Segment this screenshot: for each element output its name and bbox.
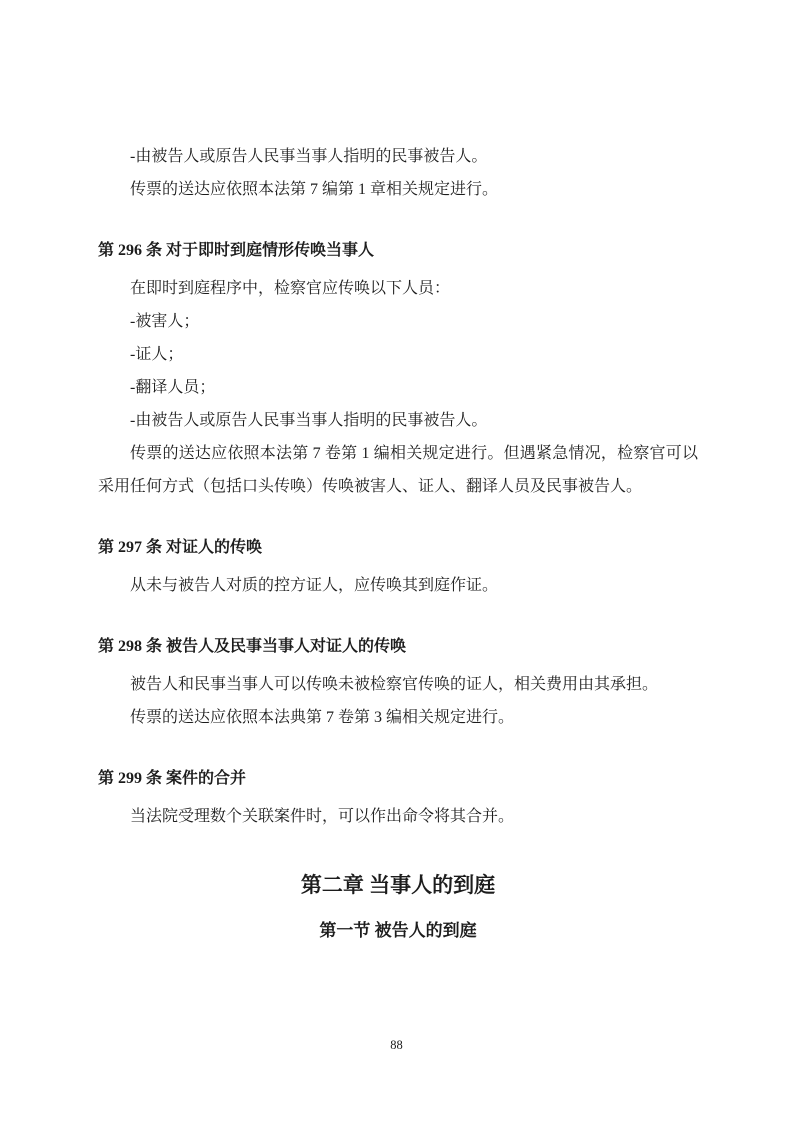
article-296-heading: 第 296 条 对于即时到庭情形传唤当事人 bbox=[98, 242, 375, 259]
article-299-heading: 第 299 条 案件的合并 bbox=[98, 770, 247, 787]
article-298-heading: 第 298 条 被告人及民事当事人对证人的传唤 bbox=[98, 638, 407, 655]
chapter-2-heading: 第二章 当事人的到庭 bbox=[300, 873, 496, 897]
paragraph-summons-urgency: 传票的送达应依照本法第 7 卷第 1 编相关规定进行。但遇紧急情况，检察官可以采用任何方式（包括口头传唤）传唤被害人、证人、翻译人员及民事被告人。 bbox=[98, 445, 698, 495]
paragraph-case-joinder: 当法院受理数个关联案件时，可以作出命令将其合并。 bbox=[130, 808, 515, 825]
paragraph-witness-summons: 从未与被告人对质的控方证人，应传唤其到庭作证。 bbox=[130, 577, 499, 594]
paragraph-defendant-summons-cost: 被告人和民事当事人可以传唤未被检察官传唤的证人，相关费用由其承担。 bbox=[130, 676, 659, 693]
document-content bbox=[98, 140, 698, 949]
list-item-victim: -被害人； bbox=[130, 313, 200, 330]
section-1-heading: 第一节 被告人的到庭 bbox=[319, 921, 477, 940]
article-297-heading: 第 297 条 对证人的传唤 bbox=[98, 539, 263, 556]
list-item-civil-defendant: -由被告人或原告人民事当事人指明的民事被告人。 bbox=[130, 412, 488, 429]
paragraph-immediate-appearance: 在即时到庭程序中，检察官应传唤以下人员： bbox=[130, 280, 451, 297]
page-number: 88 bbox=[390, 1038, 403, 1052]
list-item-witness: -证人； bbox=[130, 346, 184, 363]
paragraph-civil-defendant-named: -由被告人或原告人民事当事人指明的民事被告人。 bbox=[130, 148, 488, 165]
paragraph-summons-service-rule-2: 传票的送达应依照本法典第 7 卷第 3 编相关规定进行。 bbox=[130, 709, 515, 726]
paragraph-summons-service-rule: 传票的送达应依照本法第 7 编第 1 章相关规定进行。 bbox=[130, 181, 499, 198]
list-item-interpreter: -翻译人员； bbox=[130, 379, 216, 396]
